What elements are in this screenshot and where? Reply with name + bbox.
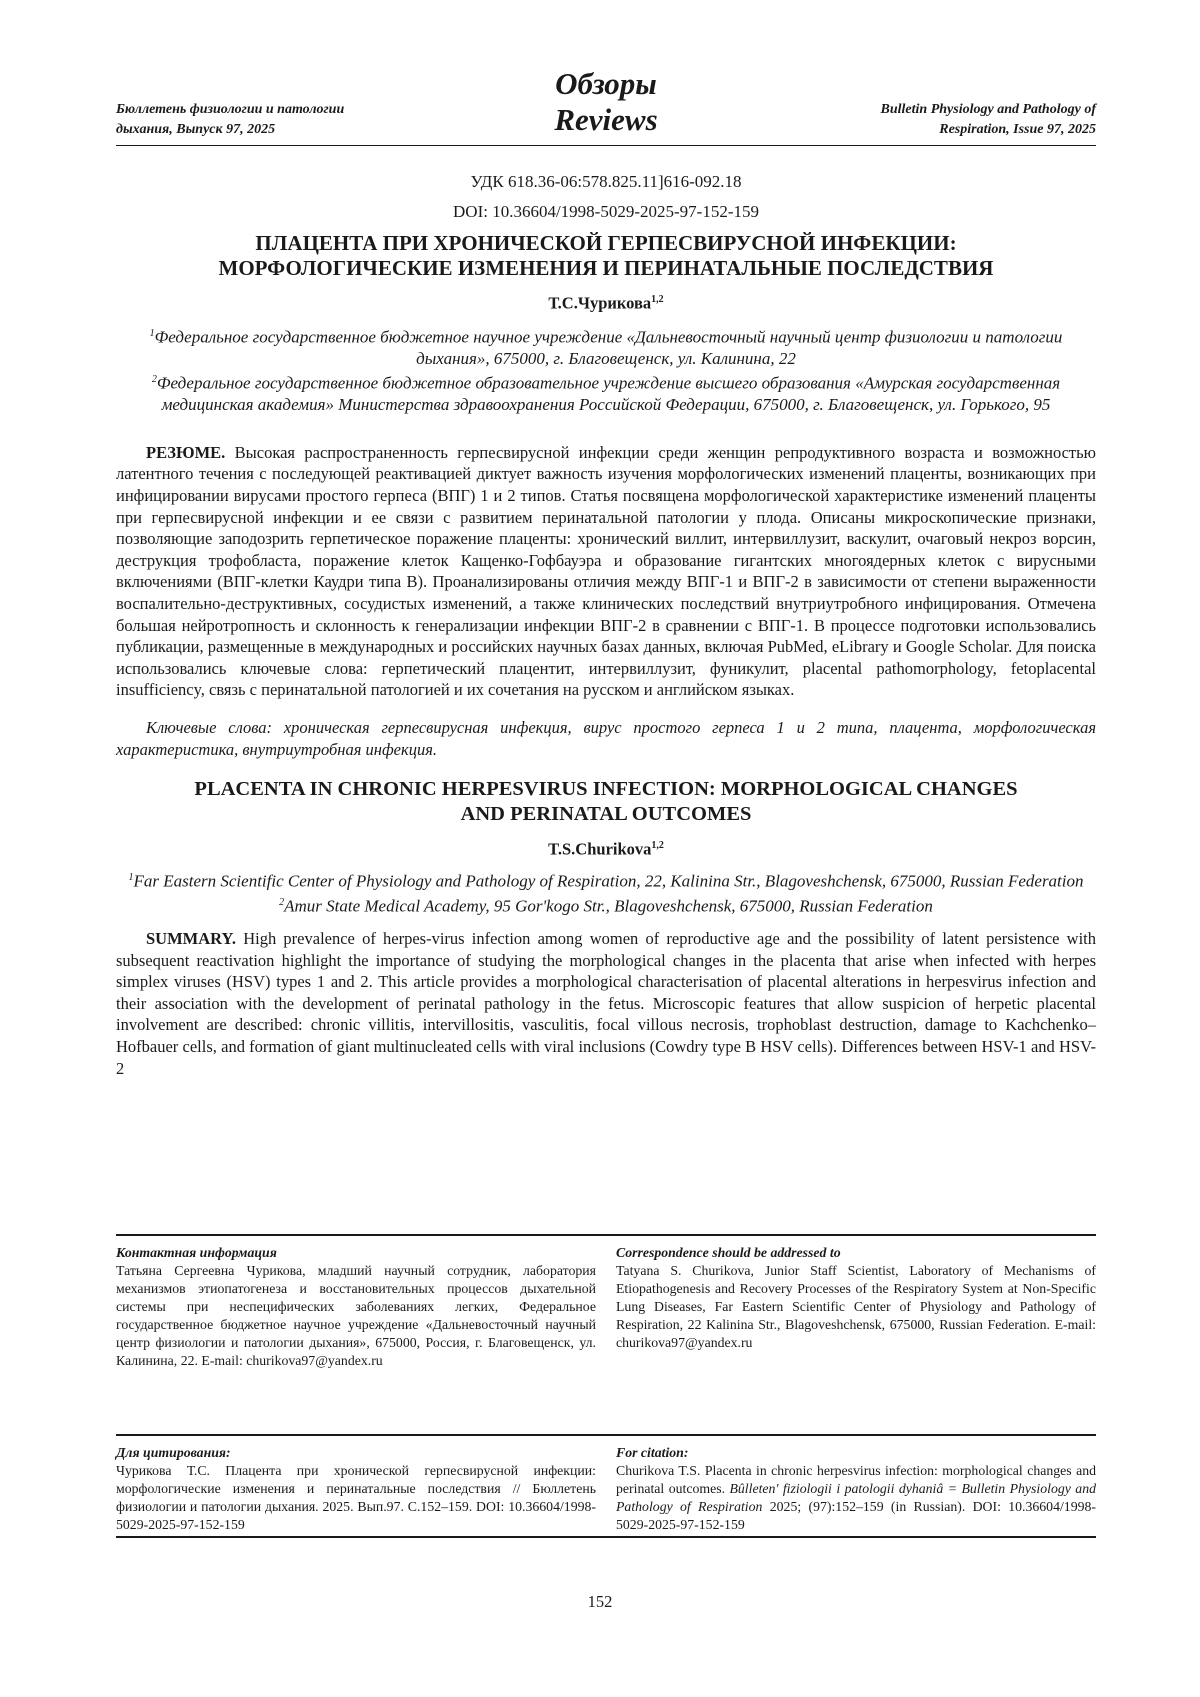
footer-divider: [116, 1536, 1096, 1538]
journal-name-en: Bulletin Physiology and Pathology of Respiration, Issue 97, 2025: [881, 100, 1096, 140]
author-ru: Т.С.Чурикова1,2: [116, 289, 1096, 315]
affiliation-1: 1Федеральное государственное бюджетное научное учреждение «Дальневосточный научный центр физиологии и патологии дыхания», 675000, г. Благовещенск, ул. Калинина, 22: [116, 323, 1096, 370]
affiliations-ru: [116, 323, 1096, 416]
page-number: 152: [0, 1592, 1200, 1612]
article-title-ru: ПЛАЦЕНТА ПРИ ХРОНИЧЕСКОЙ ГЕРПЕСВИРУСНОЙ ИНФЕКЦИИ: МОРФОЛОГИЧЕСКИЕ ИЗМЕНЕНИЯ И ПЕРИНАТАЛЬНЫЕ ПОСЛЕДСТВИЯ: [116, 231, 1096, 281]
keywords-ru: Ключевые слова: хроническая герпесвирусная инфекция, вирус простого герпеса 1 и 2 типа, плацента, морфологическая характеристика, внутриутробная инфекция.: [116, 717, 1096, 760]
header-divider: [116, 145, 1096, 146]
running-header: [116, 60, 1096, 148]
udk-code: УДК 618.36-06:578.825.11]616-092.18: [116, 172, 1096, 192]
article-page: [116, 60, 1096, 1096]
contact-en: Correspondence should be addressed to Tatyana S. Churikova, Junior Staff Scientist, Laboratory of Mechanisms of Etiopathogenesis and Recovery Processes of the Respiratory System at Non-Specific Lung Diseases, Far Eastern Scientific Center of Physiology and Pathology of Respiration, 22 Kalinina Str., Blagoveshchensk, 675000, Russian Federation. E-mail: churikova97@yandex.ru: [616, 1244, 1096, 1352]
abstract-en: SUMMARY. High prevalence of herpes-virus infection among women of reproductive age and the possibility of latent persistence with subsequent reactivation highlight the importance of studying the morphological changes in the placenta that arise when infected with herpes simplex viruses (HSV) types 1 and 2. This article provides a morphological characterisation of placental alterations in herpesvirus infection and their association with the development of perinatal pathology in the fetus. Microscopic features that allow suspicion of herpetic placental involvement are described: chronic villitis, intervillositis, vasculitis, focal villous necrosis, trophoblast destruction, damage to Kachchenko–Hofbauer cells, and formation of giant multinucleated cells with viral inclusions (Cowdry type B HSV cells). Differences between HSV-1 and HSV-2: [116, 928, 1096, 1079]
article-title-en: PLACENTA IN CHRONIC HERPESVIRUS INFECTION: MORPHOLOGICAL CHANGES AND PERINATAL OUTCOMES: [116, 777, 1096, 827]
affiliation-en-1: 1Far Eastern Scientific Center of Physiology and Pathology of Respiration, 22, Kalinina Str., Blagoveshchensk, 675000, Russian Federation: [116, 867, 1096, 893]
affiliation-2: 2Федеральное государственное бюджетное образовательное учреждение высшего образования «Амурская государственная медицинская академия» Министерства здравоохранения Российской Федерации, 675000, г. Благовещенск, ул. Горького, 95: [116, 369, 1096, 416]
contact-ru: Контактная информация Татьяна Сергеевна Чурикова, младший научный сотрудник, лаборатория механизмов этиопатогенеза и восстановительных процессов дыхательной системы при неспецифических заболеваниях легких, Федеральное государственное бюджетное научное учреждение «Дальневосточный научный центр физиологии и патологии дыхания», 675000, Россия, г. Благовещенск, ул. Калинина, 22. E-mail: churikova97@yandex.ru: [116, 1244, 596, 1370]
abstract-ru: РЕЗЮМЕ. Высокая распространенность герпесвирусной инфекции среди женщин репродуктивного возраста и возможностью латентного течения с последующей реактивацией диктует важность изучения морфологических изменений плаценты, возникающих при инфицировании вирусами простого герпеса (ВПГ) 1 и 2 типов. Статья посвящена морфологической характеристике изменений плаценты при герпесвирусной инфекции и ее связи с развитием перинатальной патологии у плода. Описаны микроскопические признаки, позволяющие заподозрить герпетическое поражение плаценты: хронический виллит, интервиллузит, васкулит, очаговый некроз ворсин, деструкция трофобласта, поражение клеток Кащенко-Гофбауэра и образование гигантских многоядерных клеток с вирусными включениями (ВПГ-клетки Каудри типа В). Проанализированы отличия между ВПГ-1 и ВПГ-2 в зависимости от степени выраженности воспалительно-деструктивных, сосудистых изменений, а также клинических последствий внутриутробного инфицирования. Отмечена большая нейротропность и склонность к генерализации инфекции ВПГ-2 в сравнении с ВПГ-1. В процессе подготовки использовались публикации, размещенные в международных и российских научных базах данных, включая PubMed, eLibrary и Google Scholar. Для поиска использовались ключевые слова: герпетический плацентит, интервиллузит, фуникулит, placental pathomorphology, fetoplacental insufficiency, связь с перинатальной патологией и их сочетания на русском и английском языках.: [116, 442, 1096, 701]
citation-info: [116, 1434, 1096, 1534]
section-title: Обзоры Reviews: [116, 66, 1096, 138]
author-en: T.S.Churikova1,2: [116, 835, 1096, 861]
affiliations-en: [116, 867, 1096, 918]
journal-name-ru: Бюллетень физиологии и патологии дыхания, Выпуск 97, 2025: [116, 100, 344, 140]
doi: DOI: 10.36604/1998-5029-2025-97-152-159: [116, 202, 1096, 222]
citation-ru: Для цитирования: Чурикова Т.С. Плацента при хронической герпесвирусной инфекции: морфологические изменения и перинатальные последствия // Бюллетень физиологии и патологии дыхания. 2025. Вып.97. С.152–159. DOI: 10.36604/1998-5029-2025-97-152-159: [116, 1444, 596, 1534]
citation-en: For citation: Churikova T.S. Placenta in chronic herpesvirus infection: morphological changes and perinatal outcomes. Bûlleten' fiziologii i patologii dyhaniâ = Bulletin Physiology and Pathology of Respiration 2025; (97):152–159 (in Russian). DOI: 10.36604/1998-5029-2025-97-152-159: [616, 1444, 1096, 1534]
contact-info: [116, 1234, 1096, 1376]
affiliation-en-2: 2Amur State Medical Academy, 95 Gor'kogo Str., Blagoveshchensk, 675000, Russian Federation: [116, 892, 1096, 918]
